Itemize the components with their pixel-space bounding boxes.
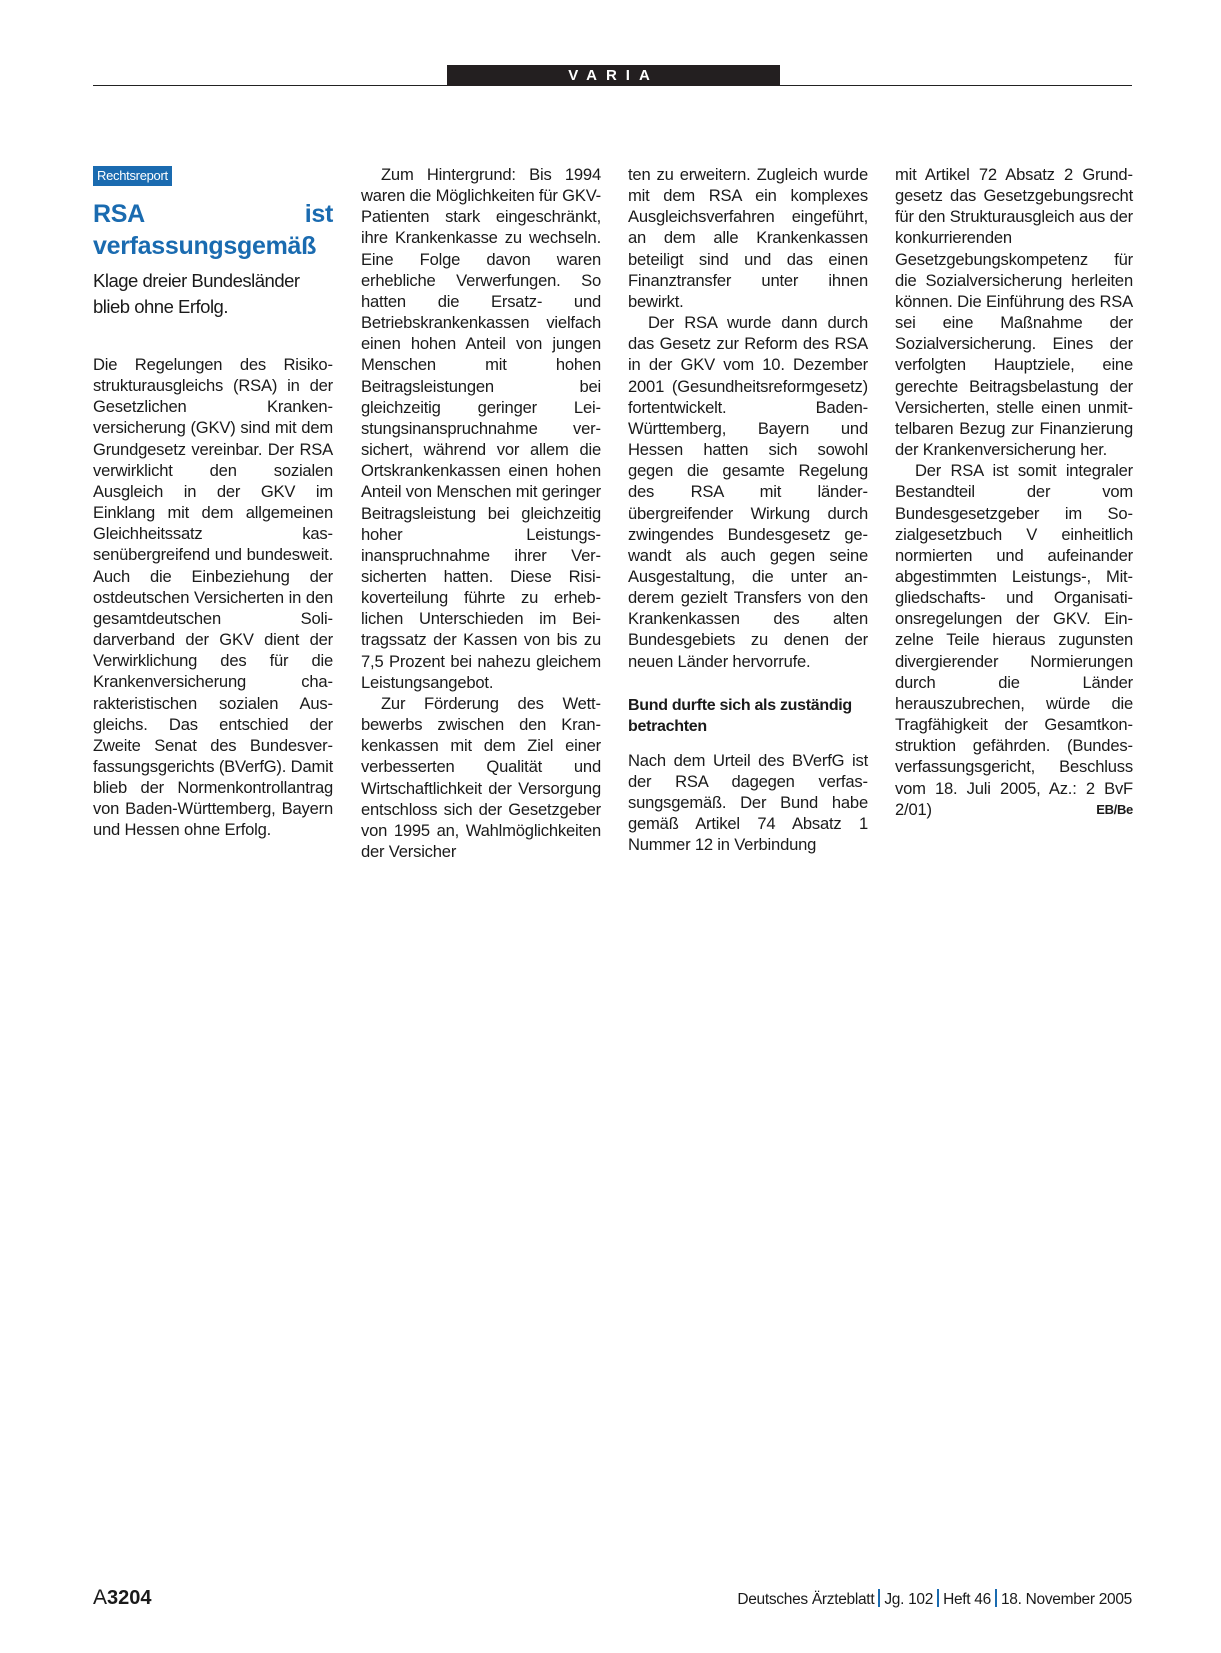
journal-date: 18. November 2005	[1000, 1591, 1132, 1608]
article-headline: RSA ist verfassungsgemäß	[93, 200, 333, 260]
article-column-1	[93, 164, 333, 841]
section-heading: Bund durfte sich als zuständig betrachten	[628, 696, 852, 735]
body-paragraph: Der RSA wurde dann durch das Gesetz zur Reform des RSA in der GKV vom 10. Dezember 2001 (Gesundheitsreformgesetz) fortentwickelt. Baden-Württemberg, Bayern und Hessen hatten sich sowohl gegen die gesamte Regelung des RSA mit länderübergreifender Wirkung durch zwingendes Bundesgesetz gewandt als auch gegen seine Ausgestaltung, die unter anderem gezielt Transfers von den Krankenkassen des alten Bundesgebiets zu denen der neuen Länder hervorrufe.	[628, 313, 868, 671]
article-subheadline: Klage dreier Bundesländer blieb ohne Erfolg.	[93, 270, 300, 317]
body-paragraph: ten zu erweitern. Zugleich wurde mit dem RSA ein komplexes Ausgleichsverfahren eingeführt, an dem alle Krankenkassen beteiligt sind und das einen Finanztransfer unter ihnen bewirkt.	[628, 165, 868, 311]
publication-info	[737, 1589, 1132, 1610]
section-label: VARIA	[447, 65, 780, 86]
body-paragraph	[895, 460, 1133, 820]
article-column-4	[895, 164, 1133, 820]
body-paragraph: Zum Hintergrund: Bis 1994 waren die Möglichkeiten für GKV-Patienten stark eingeschränkt, ihre Krankenkasse zu wechseln. Eine Folge davon waren erhebliche Verwerfungen. So hatten die Ersatz- und Betriebskrankenkassen vielfach einen hohen Anteil von jungen Menschen mit hohen Beitragsleistungen bei gleichzeitig geringer Leistungsinanspruchnahme versichert, während vor allem die Ortskrankenkassen einen hohen Anteil von Menschen mit geringer Beitragsleistung bei gleichzeitig hoher Leistungsinanspruchnahme ihrer Versicherten hatten. Diese Risikoverteilung führte zu erheblichen Unterschieden im Beitragssatz der Kassen von bis zu 7,5 Prozent bei nahezu gleichem Leistungsangebot.	[361, 165, 601, 692]
journal-volume: Jg. 102	[884, 1591, 934, 1608]
body-paragraph: Die Regelungen des Risikostrukturausgleichs (RSA) in der Gesetzlichen Krankenversicherung (GKV) sind mit dem Grundgesetz vereinbar. Der RSA verwirklicht den sozialen Ausgleich in der GKV im Einklang mit dem allgemeinen Gleichheitssatz kassenübergreifend und bundesweit. Auch die Einbeziehung der ostdeutschen Versicherten in den gesamtdeutschen Solidarverband der GKV dient der Verwirklichung des für die Krankenversicherung charakteristischen sozialen Ausgleichs. Das entschied der Zweite Senat des Bundesverfassungsgerichts (BVerfG). Damit blieb der Normenkontrollantrag von Baden-Württemberg, Bayern und Hessen ohne Erfolg.	[93, 355, 333, 840]
rubric-badge: Rechtsreport	[93, 166, 172, 186]
page-number	[93, 1586, 152, 1610]
edition-letter: A	[93, 1586, 108, 1609]
article-column-3	[628, 164, 868, 856]
page-number-value: 3204	[107, 1587, 152, 1609]
body-paragraph: Zur Förderung des Wettbewerbs zwischen den Krankenkassen mit dem Ziel einer verbesserten Qualität und Wirtschaftlichkeit der Versorgung entschloss sich der Gesetzgeber von 1995 an, Wahlmöglichkeiten der Versicher	[361, 693, 601, 861]
author-initials: EB/Be	[1096, 801, 1133, 817]
separator-bar	[995, 1589, 997, 1607]
separator-bar	[878, 1589, 880, 1607]
body-paragraph-text: Der RSA ist somit integraler Bestandteil der vom Bundesgesetzgeber im Sozialgesetzbuch V einheitlich normierten und aufeinander abgestimmten Leistungs-, Mitgliedschafts- und Organisationsregelungen der GKV. Einzelne Teile hieraus zugunsten divergierender Normierungen durch die Länder herauszubrechen, würde die Tragfähigkeit der Gesamtkonstruktion gefährden. (Bundesverfassungsgericht, Beschluss vom 18. Juli 2005, Az.: 2 BvF 2/01)	[895, 461, 1133, 819]
article-column-2	[361, 164, 601, 862]
journal-name: Deutsches Ärzteblatt	[737, 1591, 875, 1608]
body-paragraph: mit Artikel 72 Absatz 2 Grundgesetz das Gesetzgebungsrecht für den Strukturausgleich aus der konkurrierenden Gesetzgebungskompetenz für die Sozialversicherung herleiten können. Die Einführung des RSA sei eine Maßnahme der Sozialversicherung. Eines der verfolgten Hauptziele, eine gerechte Beitragsbelastung der Versicherten, stelle einen unmittelbaren Bezug zur Finanzierung der Krankenversicherung her.	[895, 165, 1133, 460]
separator-bar	[937, 1589, 939, 1607]
journal-issue: Heft 46	[943, 1591, 991, 1608]
body-paragraph: Nach dem Urteil des BVerfG ist der RSA dagegen verfassungsgemäß. Der Bund habe gemäß Artikel 74 Absatz 1 Nummer 12 in Verbindung	[628, 750, 868, 855]
